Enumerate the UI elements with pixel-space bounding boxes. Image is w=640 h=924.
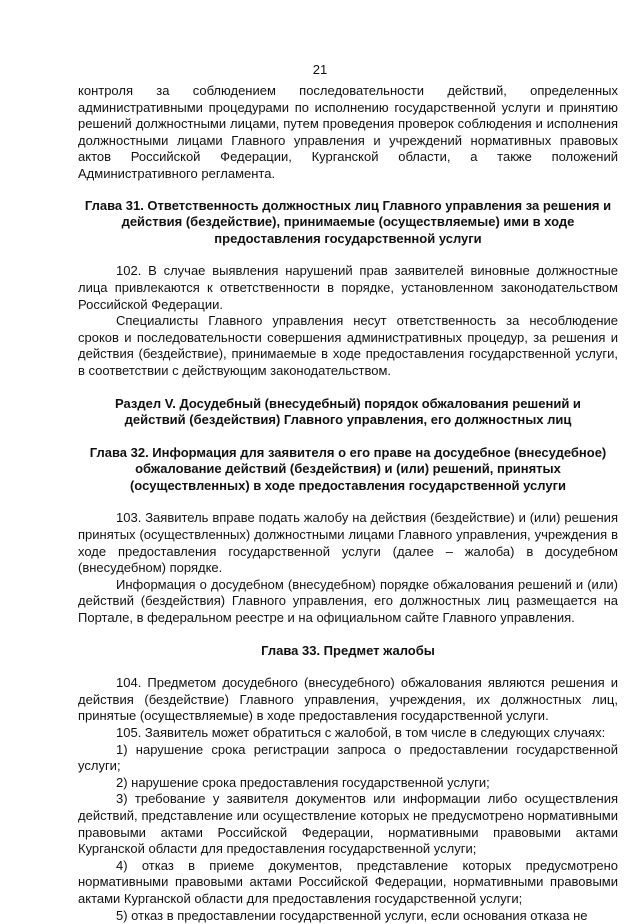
section-5-heading: Раздел V. Досудебный (внесудебный) порядок обжалования решений и действий (бездействия) Главного управления, его должностных лиц <box>115 395 581 428</box>
paragraph-102: 102. В случае выявления нарушений прав заявителей виновные должностные лица привлекаются к ответственности в порядке, установленном законодательством Российской Федерации. <box>78 263 618 312</box>
paragraph-103: 103. Заявитель вправе подать жалобу на действия (бездействие) и (или) решения принятых (осуществленных) должностными лицами Главного управления, учреждения в ходе предоставления государственной услуги (далее – жалоба) в досудебном (внесудебном) порядке. <box>78 510 618 576</box>
paragraph-information: Информация о досудебном (внесудебном) порядке обжалования решений и (или) действий (бездействия) Главного управления, его должностных лиц размещается на Портале, в федеральном реестре и на официальном сайте Главного управления. <box>78 576 618 626</box>
chapter-32-heading: Глава 32. Информация для заявителя о его праве на досудебное (внесудебное) обжалование действий (бездействия) и (или) решений, принятых (осуществленных) в ходе предоставления государственной услуги <box>89 444 607 493</box>
page-number: 21 <box>312 62 328 77</box>
list-item: 3) требование у заявителя документов или информации либо осуществления действий, представление или осуществление которых не предусмотрено нормативными правовыми актами Российской Федерации, нормативными правовыми актами Курганской области для предоставления государственной услуги; <box>78 791 618 857</box>
chapter-31-heading: Глава 31. Ответственность должностных лиц Главного управления за решения и действия (бездействие), принимаемые (осуществляемые) ими в ходе предоставления государственной услуги <box>84 197 612 246</box>
paragraph-specialists: Специалисты Главного управления несут ответственность за несоблюдение сроков и последовательности совершения административных процедур, за решения и действия (бездействие), принимаемые в ходе предоставления государственной услуги, в соответствии с действующим законодательством. <box>78 313 618 378</box>
list-item: 5) отказ в предоставлении государственной услуги, если основания отказа не <box>116 907 588 923</box>
paragraph-105: 105. Заявитель может обратиться с жалобой, в том числе в следующих случаях: <box>116 725 606 740</box>
document-body <box>78 83 618 924</box>
list-item: 2) нарушение срока предоставления государственной услуги; <box>116 774 490 790</box>
list-item: 4) отказ в приеме документов, представление которых предусмотрено нормативными правовыми актами Российской Федерации, нормативными правовыми актами Курганской области для предоставления государственной услуги; <box>78 857 618 906</box>
paragraph-104: 104. Предметом досудебного (внесудебного) обжалования являются решения и действия (бездействие) Главного управления, учреждения, их должностных лиц, принятые (осуществляемые) в ходе предоставления государственной услуги. <box>78 675 618 724</box>
list-item: 1) нарушение срока регистрации запроса о предоставлении государственной услуги; <box>78 741 618 774</box>
intro-paragraph: контроля за соблюдением последовательности действий, определенных административными процедурами по исполнению государственной услуги и принятию решений должностными лицами, путем проведения проверок соблюдения и исполнения должностными лицами Главного управления и учреждений нормативных правовых актов Российской Федерации, Курганской области, а также положений Административного регламента. <box>78 83 618 181</box>
chapter-33-heading: Глава 33. Предмет жалобы <box>261 642 435 658</box>
